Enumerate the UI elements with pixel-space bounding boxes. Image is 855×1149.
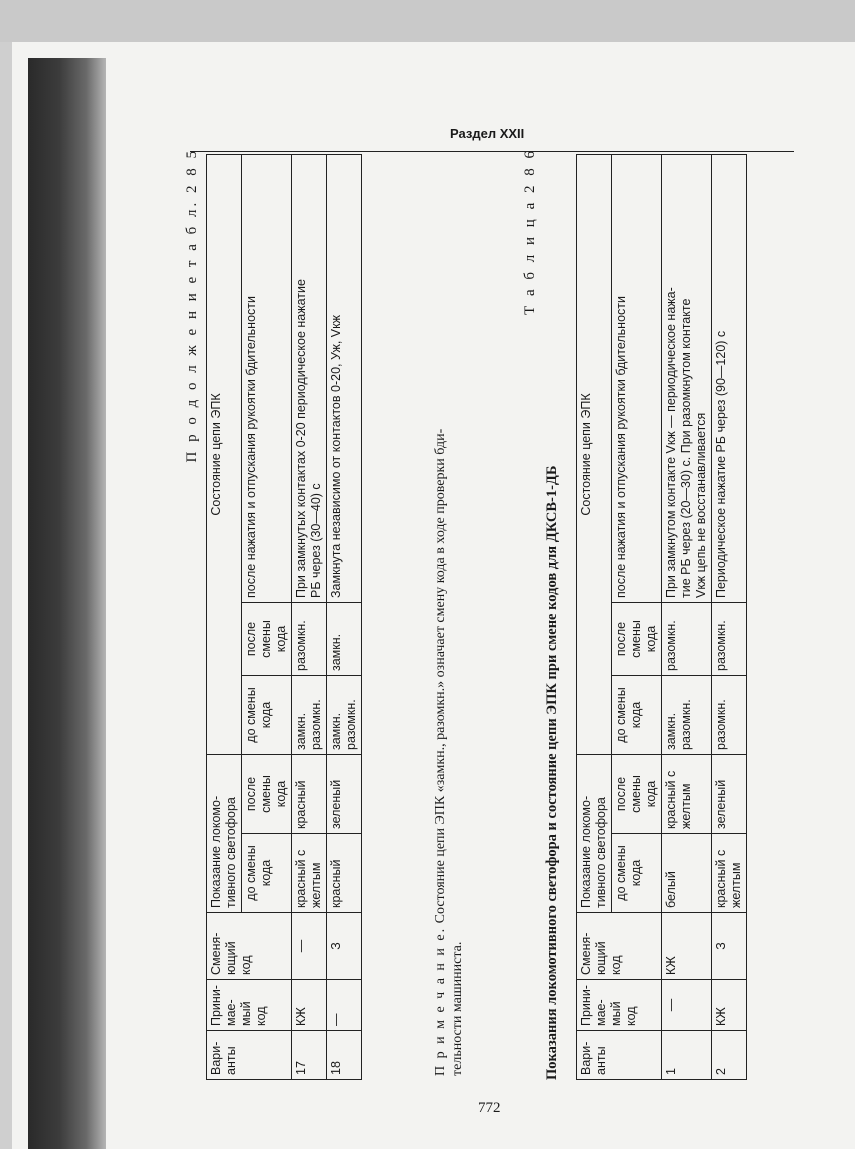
note-label: П р и м е ч а н и е. [433, 926, 448, 1076]
col-ind-after: после смены кода [612, 755, 662, 834]
col-after-release: после нажатия и отпускания рукоятки бдительности [242, 155, 292, 603]
col-state-before: до смены кода [612, 676, 662, 755]
cell-changing: З [327, 913, 362, 980]
cell-ind-after: зеленый [712, 755, 747, 834]
cell-variant: 17 [292, 1031, 327, 1080]
col-state-after: после смены кода [612, 603, 662, 676]
table-row [712, 155, 747, 1080]
cell-state-after: замкн. [327, 603, 362, 676]
section-heading: Раздел XXII [450, 126, 525, 141]
cell-changing: — [292, 913, 327, 980]
cell-ind-before: красный с желтым [712, 834, 747, 913]
page-number: 772 [478, 1100, 501, 1116]
table-continuation-label: П р о д о л ж е н и е т а б л. 2 8 5 [184, 148, 200, 463]
book-spine-shadow [28, 58, 106, 1149]
col-signal-indication: Показание локомо- тивного светофора [577, 755, 612, 913]
cell-ind-before: красный с желтым [292, 834, 327, 913]
table-row [662, 155, 712, 1080]
col-state-before: до смены кода [242, 676, 292, 755]
table-row [327, 155, 362, 1080]
table-285 [206, 154, 362, 1080]
cell-state-after: разомкн. [662, 603, 712, 676]
col-changing-code: Сменя- ющий код [577, 913, 662, 980]
cell-after-release: Замкнута независимо от контактов 0-20, Уж, Vкж [327, 155, 362, 603]
col-epk-state: Состояние цепи ЭПК [207, 155, 242, 755]
cell-state-before: замкн. разомкн. [292, 676, 327, 755]
col-after-release: после нажатия и отпускания рукоятки бдительности [612, 155, 662, 603]
cell-received: КЖ [292, 980, 327, 1031]
cell-state-before: замкн. разомкн. [662, 676, 712, 755]
cell-received: — [662, 980, 712, 1031]
cell-received: КЖ [712, 980, 747, 1031]
cell-ind-after: зеленый [327, 755, 362, 834]
col-changing-code: Сменя- ющий код [207, 913, 292, 980]
col-ind-before: до смены кода [242, 834, 292, 913]
cell-ind-before: красный [327, 834, 362, 913]
cell-variant: 18 [327, 1031, 362, 1080]
col-received-code: Прини- мае- мый код [577, 980, 662, 1031]
cell-state-before: разомкн. [712, 676, 747, 755]
cell-state-before: замкн. разомкн. [327, 676, 362, 755]
cell-ind-before: белый [662, 834, 712, 913]
cell-state-after: разомкн. [292, 603, 327, 676]
col-signal-indication: Показание локомо- тивного светофора [207, 755, 242, 913]
scan-top-margin [0, 0, 855, 42]
col-received-code: Прини- мае- мый код [207, 980, 292, 1031]
cell-variant: 2 [712, 1031, 747, 1080]
cell-after-release: Периодическое нажатие РБ через (90—120) с [712, 155, 747, 603]
col-variants: Вари- анты [577, 1031, 662, 1080]
cell-after-release: При замкнутом контакте Vкж — периодическое нажа- тие РБ через (20—30) с. При разомкнутом контакте Vкж цепь не восстанавливается [662, 155, 712, 603]
table-number-label: Т а б л и ц а 2 8 6 [522, 148, 538, 315]
col-state-after: после смены кода [242, 603, 292, 676]
cell-after-release: При замкнутых контактах 0-20 периодическое нажатие РБ через (30—40) с [292, 155, 327, 603]
cell-ind-after: красный [292, 755, 327, 834]
col-epk-state: Состояние цепи ЭПК [577, 155, 612, 755]
cell-variant: 1 [662, 1031, 712, 1080]
table-286 [576, 154, 747, 1080]
col-ind-after: после смены кода [242, 755, 292, 834]
cell-state-after: разомкн. [712, 603, 747, 676]
table-note [432, 376, 466, 1076]
note-text: Состояние цепи ЭПК «замкн., разомкн.» означает смену кода в ходе проверки бди- тельности машиниста. [433, 428, 465, 1076]
col-ind-before: до смены кода [612, 834, 662, 913]
cell-ind-after: красный с желтым [662, 755, 712, 834]
cell-changing: З [712, 913, 747, 980]
table-title: Показания локомотивного светофора и состояние цепи ЭПК при смене кодов для ДКСВ-1-ДБ [544, 465, 560, 1080]
col-variants: Вари- анты [207, 1031, 292, 1080]
cell-received: — [327, 980, 362, 1031]
table-row [292, 155, 327, 1080]
rotated-content [180, 130, 800, 1090]
cell-changing: КЖ [662, 913, 712, 980]
